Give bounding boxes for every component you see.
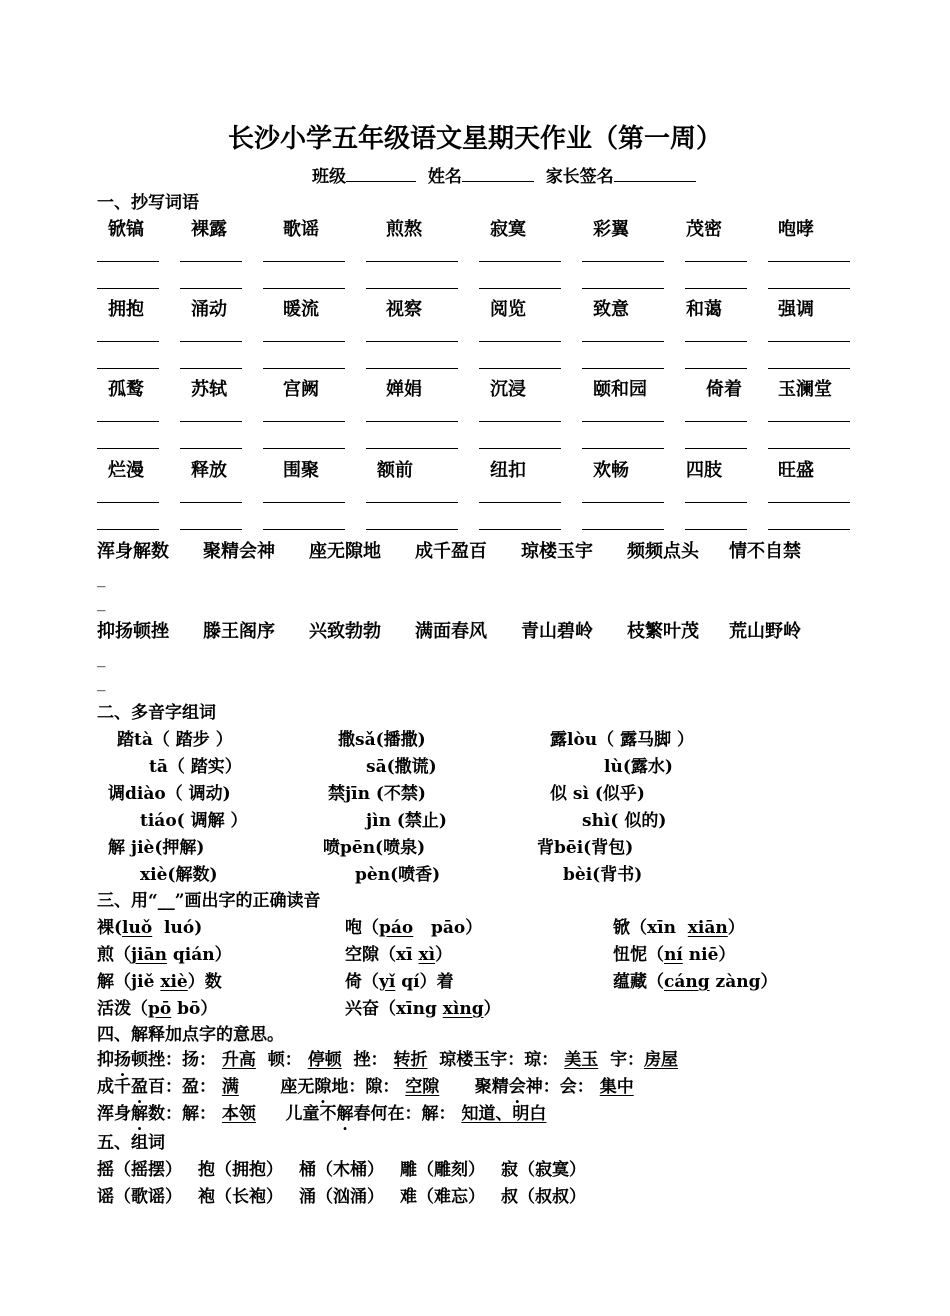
idiom: 琼楼玉宇 <box>521 541 593 562</box>
polyphone-entry: jìn (禁止) <box>366 811 447 831</box>
pronunciation-item <box>613 967 777 992</box>
text: 座无 <box>280 1077 315 1097</box>
text: 春何在：解： <box>353 1104 456 1124</box>
copy-word: 暖流 <box>283 299 319 320</box>
pronunciation-item <box>613 913 745 938</box>
copy-word: 孤鹜 <box>108 379 144 400</box>
text: 浑身 <box>97 1104 131 1124</box>
copy-word: 四肢 <box>686 460 722 481</box>
group-word: 桶（木桶） <box>299 1160 384 1180</box>
section-1-heading: 一、抄写词语 <box>97 193 199 213</box>
writing-line[interactable] <box>97 341 159 342</box>
pronunciation-item <box>97 913 202 938</box>
writing-line[interactable] <box>366 448 458 449</box>
dotted-char: 扬 <box>114 1050 131 1070</box>
pronunciation-item <box>345 913 482 938</box>
answer: 满 <box>221 1077 239 1097</box>
text: 琼楼玉宇：琼： <box>439 1050 559 1070</box>
polyphone-entry: bèi(背书) <box>563 865 643 885</box>
class-label: 班级 <box>312 167 346 187</box>
name-label: 姓名 <box>427 167 462 187</box>
dotted-char: 解 <box>131 1104 148 1124</box>
writing-blank[interactable]: _ <box>97 568 106 588</box>
item-char: 煎（ <box>97 945 131 965</box>
other-pinyin: qí）着 <box>395 972 454 992</box>
pronunciation-item <box>345 940 452 965</box>
group-word: 雕（雕刻） <box>400 1160 485 1180</box>
copy-word: 旺盛 <box>778 460 814 481</box>
dotted-char: 盈 <box>131 1077 148 1097</box>
idiom: 枝繁叶茂 <box>627 621 699 642</box>
item-char: 锨（xīn <box>613 918 688 938</box>
section-5-heading: 五、组词 <box>97 1133 165 1153</box>
writing-line[interactable] <box>366 261 458 262</box>
section-3-heading: 三、用“__”画出字的正确读音 <box>97 891 321 911</box>
correct-pinyin: yǐ <box>379 972 396 992</box>
pronunciation-item <box>345 994 501 1019</box>
text: 成千 <box>97 1077 131 1097</box>
copy-word: 煎熬 <box>386 219 422 240</box>
explain-line-2 <box>97 1072 634 1097</box>
polyphone-entry: 调diào（ 调动) <box>108 784 231 804</box>
item-char: 倚（ <box>345 972 379 992</box>
text: 抑 <box>97 1050 114 1070</box>
writing-line[interactable] <box>366 368 458 369</box>
polyphone-entry: 禁jīn (不禁) <box>328 784 426 804</box>
copy-word: 歌谣 <box>283 219 319 240</box>
text: 顿： <box>267 1050 302 1070</box>
writing-line[interactable] <box>97 421 159 422</box>
copy-word: 和蔼 <box>686 299 722 320</box>
dotted-char: 会 <box>508 1077 526 1097</box>
writing-line[interactable] <box>97 448 159 449</box>
writing-line[interactable] <box>685 288 747 289</box>
polyphone-entry: 露lòu（ 露马脚 ） <box>550 730 694 750</box>
correct-pinyin: ní <box>664 945 683 965</box>
group-word: 叔（叔叔） <box>501 1187 586 1207</box>
writing-line[interactable] <box>768 341 850 342</box>
idiom-row-2 <box>97 617 801 643</box>
copy-word: 倚着 <box>706 379 742 400</box>
dotted-char: 隙 <box>314 1077 332 1097</box>
group-word: 袍（长袍） <box>198 1187 283 1207</box>
text: 神：会： <box>525 1077 594 1097</box>
student-info <box>312 162 696 187</box>
text: 数：解： <box>148 1104 216 1124</box>
writing-line[interactable] <box>97 529 159 530</box>
explain-line-1 <box>97 1045 678 1070</box>
item-char: 裸( <box>97 918 123 938</box>
other-pinyin: ） <box>435 945 453 965</box>
polyphone-entry: pèn(喷香) <box>355 865 441 885</box>
writing-line[interactable] <box>479 448 561 449</box>
group-word: 摇（摇摆） <box>97 1160 182 1180</box>
writing-line[interactable] <box>582 502 664 503</box>
name-blank[interactable] <box>462 167 534 182</box>
copy-word: 婵娟 <box>386 379 422 400</box>
other-pinyin: ） <box>727 918 745 938</box>
writing-blank[interactable]: _ <box>97 672 106 692</box>
polyphone-entry: sā(撒谎) <box>366 757 437 777</box>
writing-line[interactable] <box>180 421 242 422</box>
text: 百：盈： <box>148 1077 216 1097</box>
writing-line[interactable] <box>366 529 458 530</box>
other-pinyin: bō） <box>171 999 218 1019</box>
idiom: 成千盈百 <box>415 541 487 562</box>
answer: 转折 <box>393 1050 428 1070</box>
idiom: 情不自禁 <box>729 541 801 562</box>
group-word: 难（难忘） <box>400 1187 485 1207</box>
copy-word: 沉浸 <box>490 379 526 400</box>
copy-word: 涌动 <box>191 299 227 320</box>
writing-line[interactable] <box>366 502 458 503</box>
group-word: 涌（汹涌） <box>299 1187 384 1207</box>
writing-line[interactable] <box>366 421 458 422</box>
copy-word: 纽扣 <box>490 460 526 481</box>
answer: 房屋 <box>644 1050 679 1070</box>
idiom-row-1 <box>97 537 801 563</box>
text: 宇： <box>610 1050 645 1070</box>
polyphone-entry: tā（ 踏实） <box>149 757 242 777</box>
idiom: 满面春风 <box>415 621 487 642</box>
correct-pinyin: xì <box>418 945 436 965</box>
idiom: 聚精会神 <box>203 541 275 562</box>
copy-word: 苏轼 <box>191 379 227 400</box>
writing-line[interactable] <box>685 261 747 262</box>
answer: 知道、明白 <box>461 1104 547 1124</box>
writing-line[interactable] <box>582 368 664 369</box>
copy-word: 阅览 <box>490 299 526 320</box>
correct-pinyin: pō <box>148 999 172 1019</box>
group-word: 谣（歌谣） <box>97 1187 182 1207</box>
writing-line[interactable] <box>263 261 345 262</box>
item-char: 空隙（xī <box>345 945 419 965</box>
writing-line[interactable] <box>180 448 242 449</box>
writing-line[interactable] <box>180 261 242 262</box>
writing-line[interactable] <box>263 421 345 422</box>
writing-line[interactable] <box>263 502 345 503</box>
copy-word: 寂寞 <box>490 219 526 240</box>
answer: 停顿 <box>307 1050 342 1070</box>
copy-word: 宫阙 <box>283 379 319 400</box>
writing-line[interactable] <box>768 421 850 422</box>
writing-line[interactable] <box>263 529 345 530</box>
writing-line[interactable] <box>97 261 159 262</box>
copy-word: 围聚 <box>283 460 319 481</box>
writing-line[interactable] <box>479 288 561 289</box>
writing-line[interactable] <box>97 288 159 289</box>
writing-line[interactable] <box>366 288 458 289</box>
other-pinyin: ） <box>483 999 501 1019</box>
copy-word: 彩翼 <box>593 219 629 240</box>
item-char: 咆（ <box>345 918 379 938</box>
text: 聚精 <box>474 1077 509 1097</box>
polyphone-entry: 似 sì (似乎) <box>550 784 645 804</box>
writing-line[interactable] <box>768 288 850 289</box>
copy-word: 玉澜堂 <box>778 379 832 400</box>
idiom: 荒山野岭 <box>729 621 801 642</box>
correct-pinyin: luǒ <box>122 918 153 938</box>
answer: 集中 <box>599 1077 634 1097</box>
item-char: 活泼（ <box>97 999 148 1019</box>
writing-line[interactable] <box>180 502 242 503</box>
copy-word: 烂漫 <box>108 460 144 481</box>
idiom: 浑身解数 <box>97 541 169 562</box>
answer: 本领 <box>221 1104 256 1124</box>
item-char: 蕴藏（ <box>613 972 664 992</box>
other-pinyin: niē） <box>682 945 736 965</box>
writing-line[interactable] <box>97 368 159 369</box>
other-pinyin: pāo） <box>413 918 483 938</box>
writing-line[interactable] <box>263 341 345 342</box>
text: 挫： <box>353 1050 388 1070</box>
writing-line[interactable] <box>768 368 850 369</box>
polyphone-entry: 解 jiè(押解) <box>108 838 205 858</box>
writing-line[interactable] <box>685 341 747 342</box>
polyphone-entry: 踏tà（ 踏步 ） <box>117 730 233 750</box>
copy-word: 额前 <box>377 460 413 481</box>
copy-word: 释放 <box>191 460 227 481</box>
text: 儿童不 <box>285 1104 337 1124</box>
copy-word: 颐和园 <box>593 379 647 400</box>
writing-line[interactable] <box>479 341 561 342</box>
copy-word: 拥抱 <box>108 299 144 320</box>
copy-word: 视察 <box>386 299 422 320</box>
other-pinyin: zàng） <box>709 972 778 992</box>
correct-pinyin: jiān <box>131 945 167 965</box>
pronunciation-item <box>97 940 232 965</box>
answer: 空隙 <box>405 1077 440 1097</box>
answer: 美玉 <box>564 1050 599 1070</box>
text: 地：隙： <box>331 1077 400 1097</box>
correct-pinyin: xiān <box>687 918 728 938</box>
writing-line[interactable] <box>768 448 850 449</box>
writing-line[interactable] <box>479 368 561 369</box>
dotted-char: 解 <box>336 1104 354 1124</box>
group-word: 抱（拥抱） <box>198 1160 283 1180</box>
polyphone-entry: xiè(解数) <box>140 865 218 885</box>
correct-pinyin: xìng <box>442 999 484 1019</box>
correct-pinyin: páo <box>379 918 414 938</box>
writing-line[interactable] <box>685 368 747 369</box>
copy-word: 欢畅 <box>593 460 629 481</box>
writing-line[interactable] <box>685 448 747 449</box>
copy-word: 致意 <box>593 299 629 320</box>
writing-blank[interactable]: _ <box>97 648 106 668</box>
section-4-heading: 四、解释加点字的意思。 <box>97 1025 284 1045</box>
writing-line[interactable] <box>180 529 242 530</box>
page-title: 长沙小学五年级语文星期天作业（第一周） <box>227 124 722 154</box>
copy-word: 裸露 <box>191 219 227 240</box>
writing-line[interactable] <box>263 288 345 289</box>
pronunciation-item <box>613 940 735 965</box>
writing-line[interactable] <box>479 261 561 262</box>
writing-line[interactable] <box>768 529 850 530</box>
writing-line[interactable] <box>582 421 664 422</box>
idiom: 频频点头 <box>627 541 699 562</box>
parent-signature-blank[interactable] <box>614 167 696 182</box>
class-blank[interactable] <box>346 167 416 182</box>
polyphone-entry: 撒sǎ(播撒) <box>338 730 426 750</box>
pronunciation-item <box>97 994 217 1019</box>
pronunciation-item <box>345 967 454 992</box>
writing-line[interactable] <box>582 448 664 449</box>
writing-line[interactable] <box>479 529 561 530</box>
writing-line[interactable] <box>180 288 242 289</box>
writing-line[interactable] <box>582 288 664 289</box>
polyphone-entry: shì( 似的) <box>582 811 667 831</box>
polyphone-entry: 喷pēn(喷泉) <box>323 838 426 858</box>
idiom: 青山碧岭 <box>521 621 593 642</box>
idiom: 滕王阁序 <box>203 621 275 642</box>
explain-line-3 <box>97 1099 546 1124</box>
writing-line[interactable] <box>582 261 664 262</box>
parent-signature-label: 家长签名 <box>545 167 614 187</box>
item-char: 忸怩（ <box>613 945 664 965</box>
text: 顿挫：扬： <box>131 1050 216 1070</box>
item-char: 解（jiě <box>97 972 161 992</box>
writing-line[interactable] <box>263 448 345 449</box>
correct-pinyin: xiè <box>160 972 188 992</box>
writing-line[interactable] <box>366 341 458 342</box>
writing-line[interactable] <box>479 502 561 503</box>
writing-line[interactable] <box>768 261 850 262</box>
copy-word: 强调 <box>778 299 814 320</box>
writing-line[interactable] <box>685 502 747 503</box>
other-pinyin: luó) <box>152 918 203 938</box>
writing-line[interactable] <box>479 421 561 422</box>
writing-line[interactable] <box>582 341 664 342</box>
writing-line[interactable] <box>685 421 747 422</box>
copy-word: 咆哮 <box>778 219 814 240</box>
other-pinyin: qián） <box>166 945 232 965</box>
writing-line[interactable] <box>582 529 664 530</box>
section-2-heading: 二、多音字组词 <box>97 703 216 723</box>
writing-line[interactable] <box>685 529 747 530</box>
correct-pinyin: cáng <box>664 972 710 992</box>
group-word: 寂（寂寞） <box>501 1160 586 1180</box>
other-pinyin: ）数 <box>187 972 222 992</box>
writing-line[interactable] <box>180 341 242 342</box>
idiom: 座无隙地 <box>309 541 381 562</box>
idiom: 抑扬顿挫 <box>97 621 169 642</box>
group-words-row-1 <box>97 1155 586 1180</box>
answer: 升高 <box>221 1050 256 1070</box>
group-words-row-2 <box>97 1182 586 1207</box>
polyphone-entry: 背bēi(背包) <box>537 838 634 858</box>
writing-line[interactable] <box>97 502 159 503</box>
copy-word: 锨镐 <box>108 219 144 240</box>
polyphone-entry: lù(露水) <box>604 757 673 777</box>
writing-line[interactable] <box>180 368 242 369</box>
writing-line[interactable] <box>768 502 850 503</box>
idiom: 兴致勃勃 <box>309 621 381 642</box>
pronunciation-item <box>97 967 222 992</box>
polyphone-entry: tiáo( 调解 ） <box>140 811 248 831</box>
copy-word: 茂密 <box>686 219 722 240</box>
item-char: 兴奋（xīng <box>345 999 443 1019</box>
writing-line[interactable] <box>263 368 345 369</box>
writing-blank[interactable]: _ <box>97 592 106 612</box>
